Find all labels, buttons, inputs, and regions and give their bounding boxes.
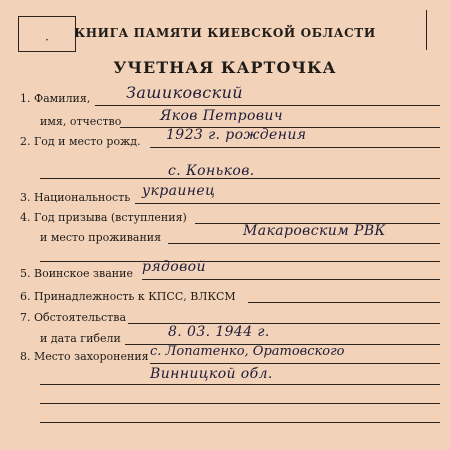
- residence-line: [168, 243, 440, 244]
- surname-label: 1. Фамилия,: [20, 92, 91, 105]
- residence-label: и место проживания: [40, 231, 162, 244]
- rank-line: [142, 279, 440, 280]
- birth-place-value: с. Коньков.: [168, 163, 255, 179]
- residence-value: Макаровским РВК: [243, 223, 386, 239]
- birth-year-value: 1923 г. рождения: [166, 127, 307, 143]
- book-title: КНИГА ПАМЯТИ КИЕВСКОЙ ОБЛАСТИ: [74, 26, 376, 40]
- corner-mark: ·: [45, 33, 49, 47]
- birth-label: 2. Год и место рожд.: [20, 135, 141, 148]
- surname-line: [95, 105, 440, 106]
- card-title: УЧЕТНАЯ КАРТОЧКА: [113, 58, 337, 77]
- residence-extra-line: [40, 261, 440, 262]
- party-label: 6. Принадлежность к КПСС, ВЛКСМ: [20, 290, 236, 303]
- rank-value: рядовой: [142, 259, 206, 275]
- blank-line-2: [40, 422, 440, 423]
- name-patronymic-label: имя, отчество: [40, 115, 122, 128]
- surname-value: Зашиковский: [126, 83, 243, 102]
- burial-line: [150, 363, 440, 364]
- circumstances-label: 7. Обстоятельства: [20, 311, 127, 324]
- nationality-line: [135, 203, 440, 204]
- nationality-label: 3. Национальность: [20, 191, 131, 204]
- burial-label: 8. Место захоронения: [20, 350, 149, 363]
- burial-line-2: [40, 384, 440, 385]
- blank-line-1: [40, 403, 440, 404]
- burial-value-line1: с. Лопатенко, Оратовского: [150, 344, 345, 359]
- party-line: [248, 302, 440, 303]
- rank-label: 5. Воинское звание: [20, 267, 133, 280]
- name-patronymic-value: Яков Петрович: [160, 108, 283, 124]
- death-date-label: и дата гибели: [40, 332, 121, 345]
- burial-value-line2: Винницкой обл.: [150, 366, 273, 382]
- nationality-value: украинец: [142, 183, 216, 199]
- death-date-value: 8. 03. 1944 г.: [168, 324, 270, 340]
- conscription-label: 4. Год призыва (вступления): [20, 211, 187, 224]
- birth-line: [150, 147, 440, 148]
